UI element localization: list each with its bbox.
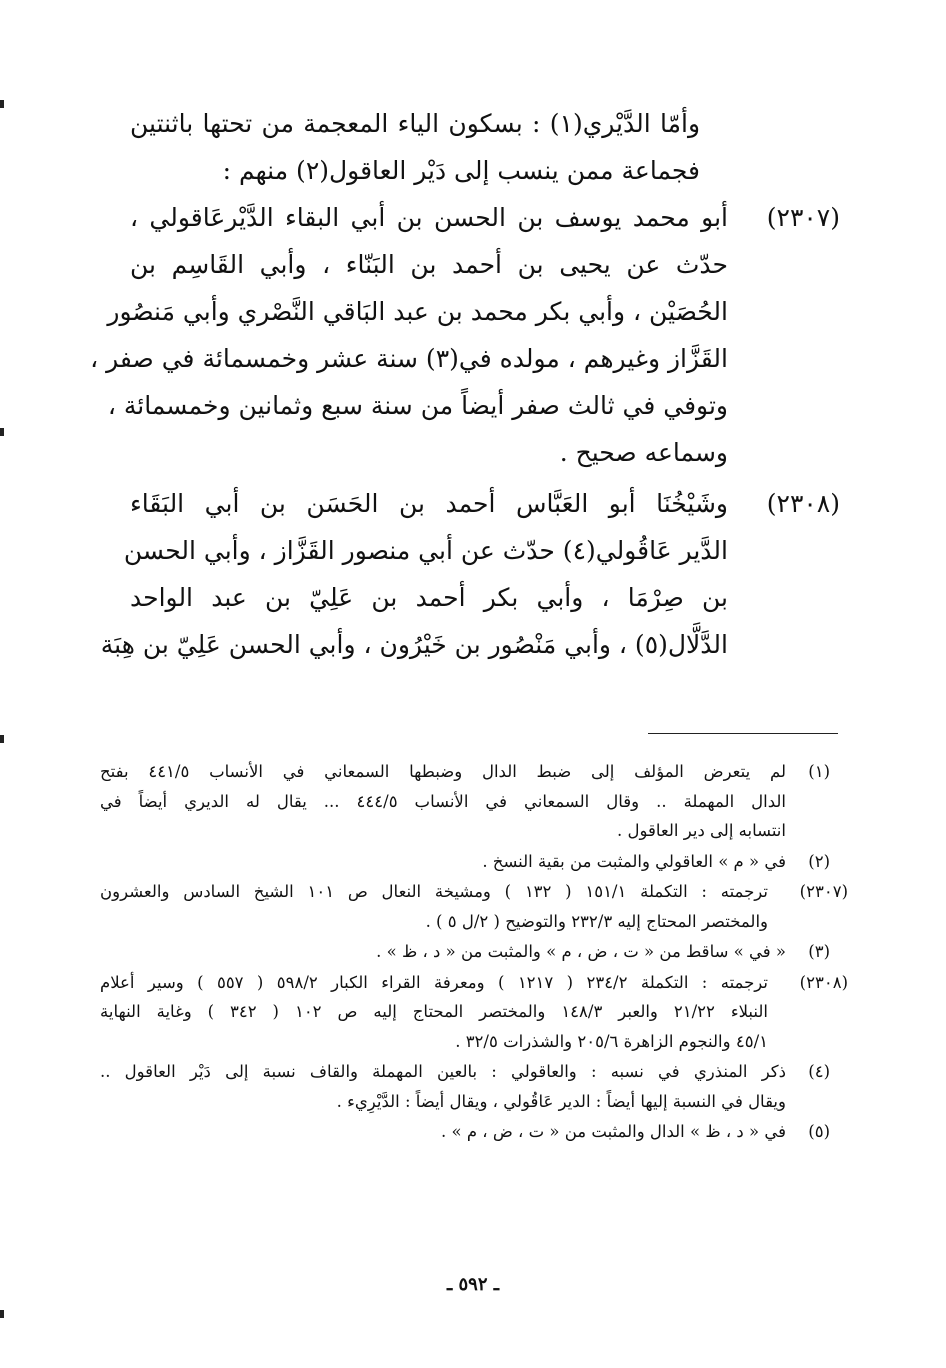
entry-line: وشَيْخُنَا أبو العَبَّاس أحمد بن الحَسَن بن أبي البَقَاء bbox=[130, 489, 728, 518]
footnote bbox=[100, 937, 848, 967]
footnote-line: ذكر المنذري في نسبه : والعاقولي : بالعين المهملة والقاف نسبة إلى دَيْر العاقول .. bbox=[100, 1062, 786, 1081]
footnote bbox=[100, 847, 848, 877]
intro-line: فجماعة ممن ينسب إلى دَيْر العاقول(٢) منهم : bbox=[222, 156, 700, 185]
entry-line: القَزَّاز وغيرهم ، مولده في(٣) سنة عشر وخمسمائة في صفر ، bbox=[90, 344, 728, 373]
footnote-number: (٣) bbox=[808, 942, 830, 961]
footnote bbox=[100, 1117, 848, 1147]
entry-number: (٢٣٠٨) bbox=[766, 489, 840, 518]
footnote-number: (١) bbox=[808, 762, 830, 781]
footnote-number: (٢) bbox=[808, 851, 830, 871]
entry-line: الدَّلَّال(٥) ، وأبي مَنْصُور بن خَيْرُون ، وأبي الحسن عَلِيّ بن هِبَة bbox=[100, 630, 728, 659]
footnote-line: انتسابه إلى دير العاقول . bbox=[617, 821, 786, 840]
footnote-number: (٥) bbox=[808, 1122, 830, 1141]
biography-entry bbox=[90, 194, 840, 476]
entry-footnote bbox=[100, 877, 848, 936]
footnote bbox=[100, 757, 848, 846]
footnote-line: الدال المهملة .. وقال السمعاني في الأنساب ٤٤٤/٥ ... يقال له الديري أيضاً في bbox=[100, 791, 787, 811]
footnote bbox=[100, 1057, 848, 1116]
footnote-line: ويقال في النسبة إليها أيضاً : الدير عَاقُولي ، ويقال أيضاً : الدَّيْرِيء . bbox=[336, 1091, 786, 1111]
footnote-number: (٤) bbox=[808, 1062, 830, 1081]
entry-line: الحُصَيْن ، وأبي بكر محمد بن عبد البَاقي النَّصْري وأبي مَنصُور bbox=[107, 297, 728, 326]
footnote-line: « في » ساقط من « ت ، ض ، م » والمثبت من « د ، ظ » . bbox=[376, 942, 786, 961]
entry-line: الدَّير عَاقُولي(٤) حدّث عن أبي منصور القَزَّاز ، وأبي الحسن bbox=[123, 536, 728, 565]
footnote-line: النبلاء ٢١/٢٢ والعبر ١٤٨/٣ والمختصر المحتاج إليه ص ١٠٢ ( ٣٤٢ ) وغاية النهاية bbox=[100, 1002, 768, 1021]
intro-line: وأمّا الدَّيْري(١) : بسكون الياء المعجمة من تحتها باثنتين bbox=[130, 109, 701, 138]
footnotes bbox=[100, 757, 848, 1147]
entry-number: (٢٣٠٧) bbox=[766, 203, 840, 232]
entry-line: حدّث عن يحيى بن أحمد بن البَنّاء ، وأبي القَاسِم بن bbox=[130, 250, 728, 279]
footnote-line: لم يتعرض المؤلف إلى ضبط الدال وضبطها السمعاني في الأنساب ٤٤١/٥ بفتح bbox=[100, 762, 786, 781]
footnote-line: في « د ، ظ » الدال والمثبت من « ت ، ض ، م » . bbox=[441, 1122, 786, 1141]
scan-edge-mark bbox=[0, 1310, 4, 1318]
entry-line: وسماعه صحيح . bbox=[559, 438, 728, 467]
footnote-line: ٤٥/١ والنجوم الزاهرة ٢٠٥/٦ والشذرات ٣٢/٥ . bbox=[455, 1031, 768, 1051]
footnote-separator bbox=[648, 733, 838, 734]
main-text bbox=[90, 100, 840, 668]
footnote-entry-number: (٢٣٠٨) bbox=[799, 972, 848, 992]
page-number: ـ ٥٩٢ ـ bbox=[446, 1274, 500, 1295]
footnote-line: في « م » العاقولي والمثبت من بقية النسخ . bbox=[482, 851, 786, 871]
scan-edge-mark bbox=[0, 428, 4, 436]
entry-line: أبو محمد يوسف بن الحسن بن أبي البقاء الدَّيْرعَاقولي ، bbox=[130, 203, 728, 232]
intro-paragraph bbox=[130, 100, 700, 194]
footnote-line: ترجمته : التكملة ٢٣٤/٢ ( ١٢١٧ ) ومعرفة القراء الكبار ٥٩٨/٢ ( ٥٥٧ ) وسير أعلام bbox=[100, 972, 768, 992]
entry-footnote bbox=[100, 968, 848, 1057]
footnote-entry-number: (٢٣٠٧) bbox=[799, 882, 848, 901]
footnote-line: ترجمته : التكملة ١٥١/١ ( ١٣٢ ) ومشيخة النعال ص ١٠١ الشيخ السادس والعشرون bbox=[100, 882, 768, 901]
biography-entry bbox=[100, 480, 840, 668]
entry-line: وتوفي في ثالث صفر أيضاً من سنة سبع وثمانين وخمسمائة ، bbox=[107, 391, 728, 420]
scan-edge-mark bbox=[0, 100, 4, 108]
entry-line: بن صِرْمَا ، وأبي بكر أحمد بن عَلِيّ بن عبد الواحد bbox=[130, 583, 728, 612]
footnote-line: والمختصر المحتاج إليه ٢٣٢/٣ والتوضيح ( ٢/ل ٥ ) . bbox=[425, 911, 768, 931]
scan-edge-mark bbox=[0, 735, 4, 743]
